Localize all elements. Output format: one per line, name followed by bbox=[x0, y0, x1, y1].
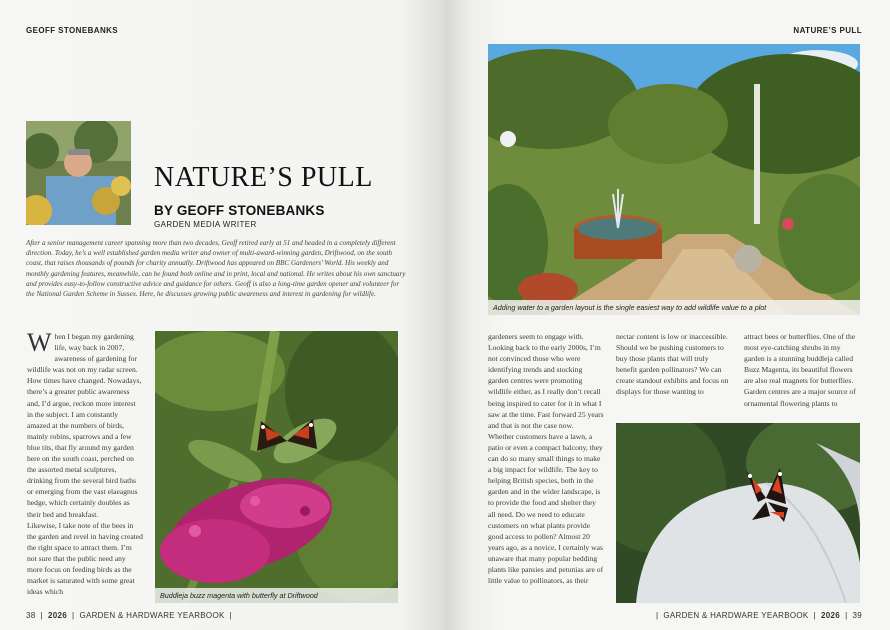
body-paragraph-2: Likewise, I take note of the bees in the garden and revel in having created the right space to attract them. I’m not sure that the public need any more focus on feeding birds as the market is saturated with some great ideas which bbox=[27, 520, 143, 597]
body-paragraph-4: Whether customers have a lawn, a patio or even a compact balcony, they can do so many small things to make a big impact for wildlife. The key to helping British species, both in the garden and in the wider landscape, is to provide the food and shelter they all need. Do we need to educate customers on what plants provide good access to pollen? Almost 20 years ago, as a novice, I certainly was unaware that many popular bedding plants like pansies and petunias are of little value to pollinators, as their bbox=[488, 431, 604, 586]
body-paragraph-5: nectar content is low or inaccessible. Should we be pushing customers to buy those plants that will truly benefit garden pollinators? We can create standout exhibits and focus on displays for those wanting to bbox=[616, 332, 729, 397]
publication-name-right: GARDEN & HARDWARE YEARBOOK bbox=[663, 611, 809, 620]
drop-cap: W bbox=[27, 328, 52, 357]
publication-name: GARDEN & HARDWARE YEARBOOK bbox=[79, 611, 225, 620]
body-column-right-3 bbox=[744, 331, 861, 409]
image-caption-buddleja: Buddleja buzz magenta with butterfly at Driftwood bbox=[155, 588, 398, 603]
right-page bbox=[445, 0, 890, 630]
article-byline: BY GEOFF STONEBANKS bbox=[154, 203, 325, 218]
footer-left: 38 | 2026 | GARDEN & HARDWARE YEARBOOK | bbox=[26, 611, 233, 620]
author-photo bbox=[26, 121, 131, 225]
body-paragraph-6: attract bees or butterflies. One of the most eye-catching shrubs in my garden is a stunning buddleja called Buzz Magenta, its beautiful flowers are also real magnets for butterflies. Garden centres are a major source of ornamental flowering plants to bbox=[744, 332, 856, 408]
page-number: 38 bbox=[26, 611, 36, 620]
body-column-1 bbox=[27, 328, 143, 597]
garden-water-feature-photo bbox=[488, 44, 860, 315]
author-role: GARDEN MEDIA WRITER bbox=[154, 220, 257, 229]
running-head-right: NATURE’S PULL bbox=[793, 26, 862, 35]
footer-year-right: 2026 bbox=[821, 611, 841, 620]
body-column-right-2 bbox=[616, 331, 731, 398]
intro-paragraph: After a senior management career spanning more than two decades, Geoff retired early at 51 and headed in a completely different direction. Today, he’s a well established garden media writer and owner of multi-award-winning garden, Driftwood, on the south coast, that raises thousands of pounds for charity annually. Driftwood has appeared on BBC Gardeners’ World. His weekly and monthly gardening features, meanwhile, can be found both online and in print, local and national. He writes about his own sanctuary and provides easy-to-follow constructive advice and guidance for others. Geoff is also a long-time garden opener and volunteer for the National Garden Scheme in Sussex. Here, he discusses growing public awareness and interest in gardening for wildlife. bbox=[26, 239, 406, 299]
image-caption-water: Adding water to a garden layout is the single easiest way to add wildlife value to a plot bbox=[488, 300, 860, 315]
buddleja-butterfly-photo bbox=[155, 331, 398, 603]
article-title: NATURE’S PULL bbox=[154, 162, 373, 193]
body-paragraph-3: gardeners seem to engage with. Looking back to the early 2000s, I’m not convinced those who were identifying trends and stocking garden centres were promoting wildlife either, as I really don’t recall being inspired to cater for it in what I saw at the time. Fast forward 25 years and that is not the case now. bbox=[488, 332, 604, 430]
running-head-left: GEOFF STONEBANKS bbox=[26, 26, 119, 35]
butterfly-on-leaf-photo bbox=[616, 423, 860, 603]
body-column-right-1 bbox=[488, 331, 604, 586]
footer-year: 2026 bbox=[47, 611, 67, 620]
page-number-right: 39 bbox=[852, 611, 862, 620]
footer-right: | GARDEN & HARDWARE YEARBOOK | 2026 | 39 bbox=[655, 611, 862, 620]
body-paragraph-1: hen I began my gardening life, way back in 2007, awareness of gardening for wildlife was not on my radar screen. How times have changed. Nowadays, there’s a greater public awareness and, I’d argue, reckon more interest in the subject. I am constantly amazed at the numbers of birds, mainly robins, sparrows and a few blue tits, that fly around my garden here on the south coast, perched on the assorted metal sculptures, drinking from the several bird baths or emerging from the vast elaeagnus hedge, which certainly doubles as their bed and breakfast. bbox=[27, 332, 142, 519]
